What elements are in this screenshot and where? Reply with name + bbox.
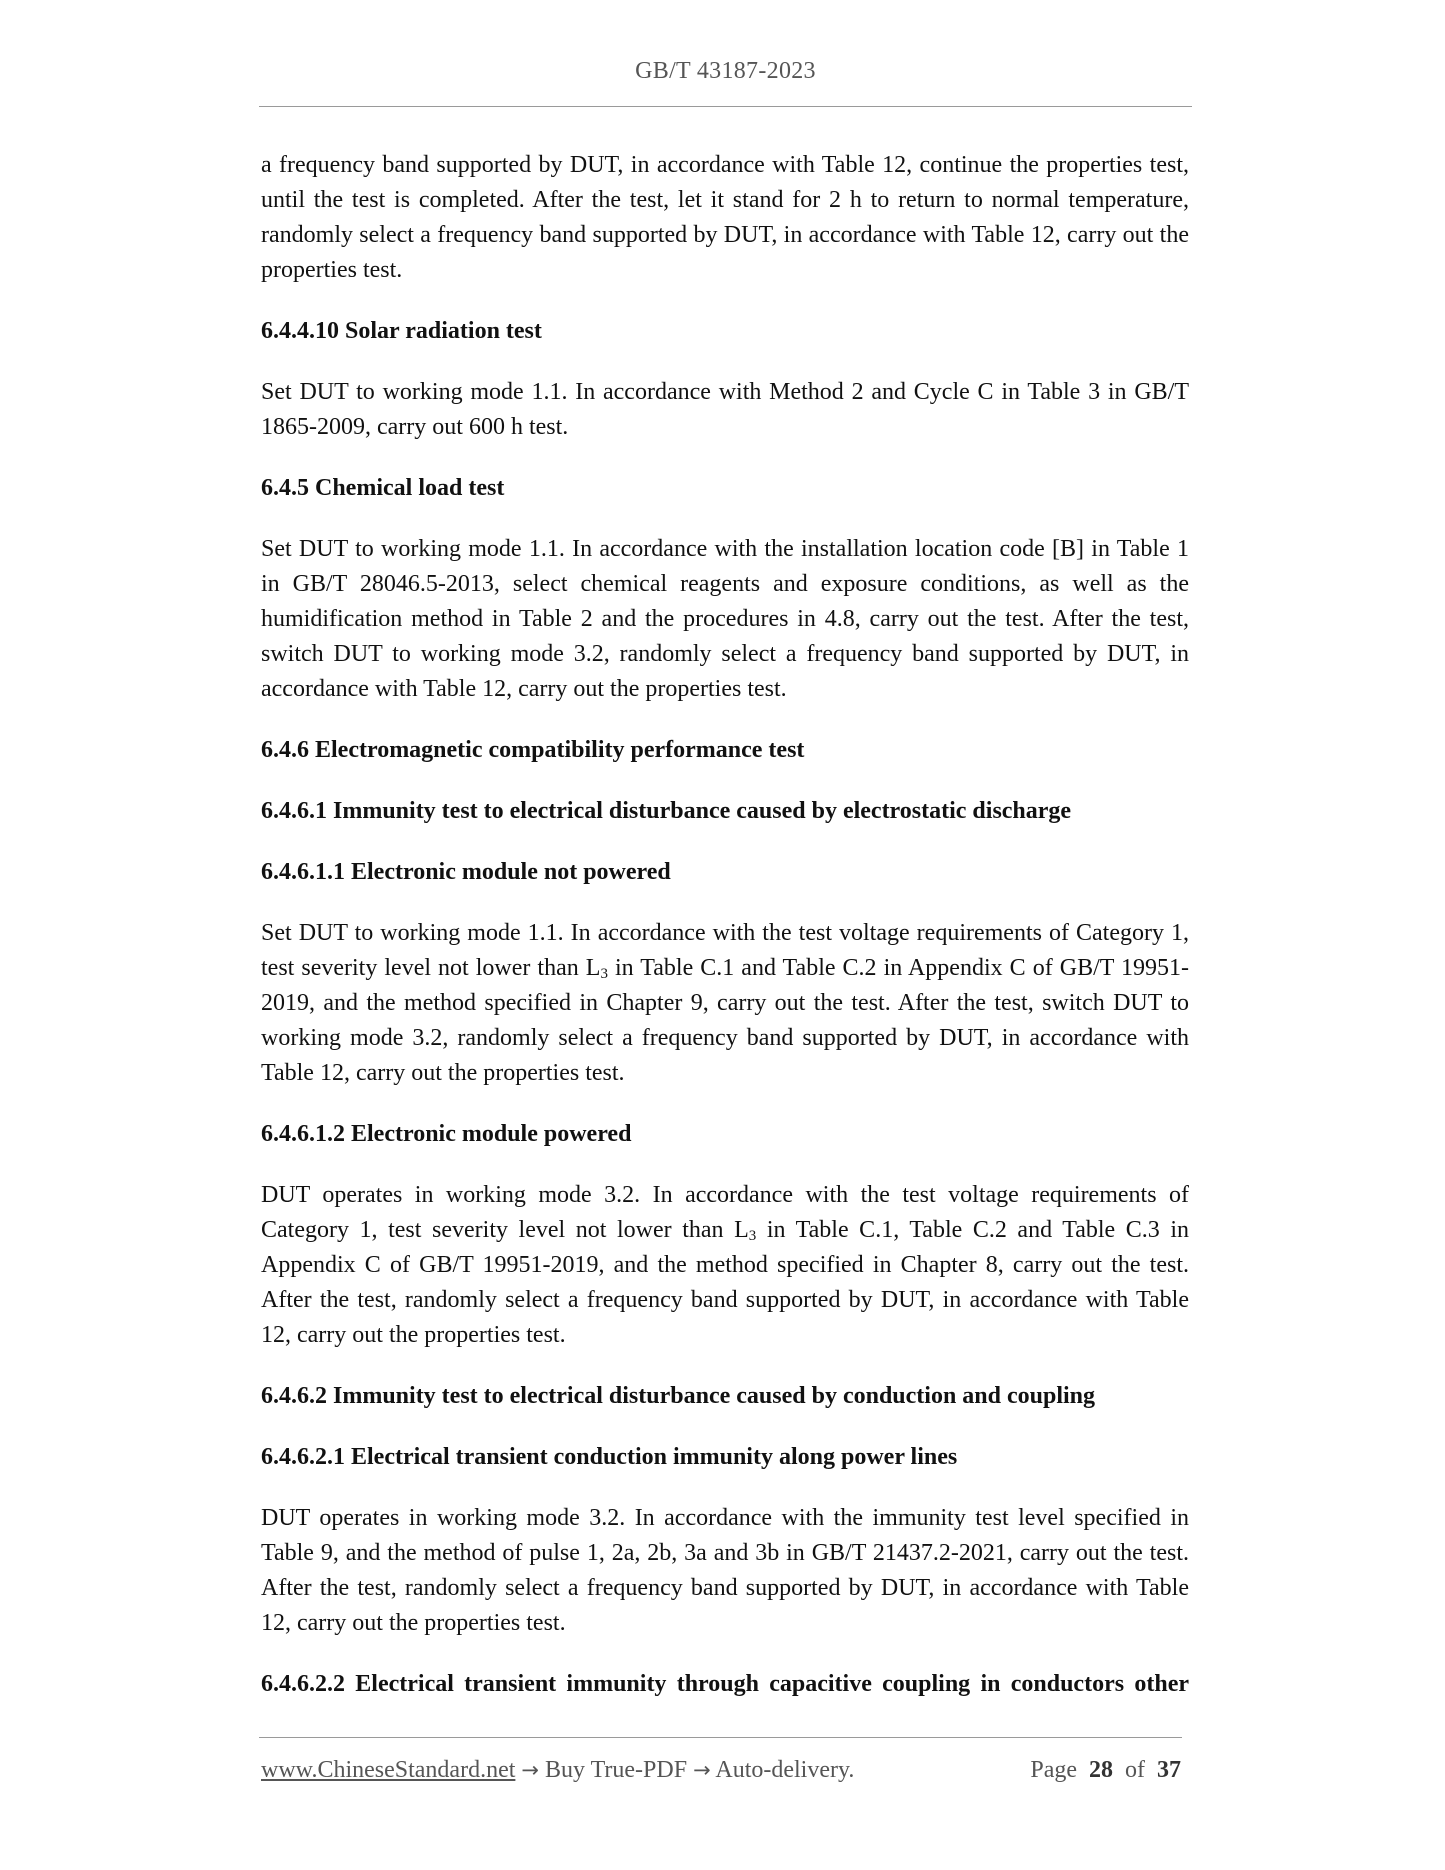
page-current: 28 [1089,1757,1113,1783]
header-divider [259,106,1192,107]
paragraph-text-part: DUT operates in working mode 3.2. In accordance with the test voltage requirements of Category 1, test severity level not lower than L [261,1182,1189,1243]
heading-6-4-6: 6.4.6 Electromagnetic compatibility performance test [261,737,805,763]
paragraph-text-part: in Table C.1, Table C.2 and Table C.3 in Appendix C of GB/T 19951-2019, and the method specified in Chapter 8, carry out the test. After the test, randomly select a frequency band supported by DUT, in accordance with Table 12, carry out the properties test. [261,1217,1189,1348]
page-label: Page [1030,1757,1077,1783]
paragraph-text-part: in Table C.1 and Table C.2 in Appendix C of GB/T 19951-2019, and the method specified in Chapter 9, carry out the test. After the test, switch DUT to working mode 3.2, randomly select a frequency band supported by DUT, in accordance with Table 12, carry out the properties test. [261,955,1189,1086]
website-link[interactable]: www.ChineseStandard.net [261,1757,516,1783]
heading-6-4-4-10: 6.4.4.10 Solar radiation test [261,318,542,344]
heading-6-4-6-2-1: 6.4.6.2.1 Electrical transient conduction immunity along power lines [261,1444,958,1470]
page-header-title: GB/T 43187-2023 [635,58,816,84]
heading-6-4-6-2-2: 6.4.6.2.2 Electrical transient immunity through capacitive coupling in conductors other [261,1671,1189,1697]
auto-delivery-text: Auto-delivery. [715,1757,855,1783]
document-body [261,148,1189,1728]
paragraph-text-part: Set DUT to working mode 1.1. In accordance with the test voltage requirements of Category 1, test severity level not lower than L [261,920,1189,981]
subscript: 3 [748,1228,757,1244]
right-arrow-icon: → [693,1758,711,1782]
heading-6-4-6-1-1: 6.4.6.1.1 Electronic module not powered [261,859,671,885]
footer-divider [259,1737,1182,1738]
subscript: 3 [600,966,608,982]
paragraph-module-not-powered [261,916,1189,1091]
footer-promo [261,1757,854,1784]
page-counter [1030,1757,1181,1784]
heading-6-4-6-1-2: 6.4.6.1.2 Electronic module powered [261,1121,632,1147]
paragraph-module-powered [261,1178,1189,1353]
heading-6-4-6-2: 6.4.6.2 Immunity test to electrical disturbance caused by conduction and coupling [261,1383,1096,1409]
right-arrow-icon: → [521,1758,539,1782]
of-label: of [1125,1757,1145,1783]
buy-true-pdf-text: Buy True-PDF [545,1757,688,1783]
paragraph-chemical-load: Set DUT to working mode 1.1. In accordance with the installation location code [B] in Table 1 in GB/T 28046.5-2013, select chemical reagents and exposure conditions, as well as the humidification method in Table 2 and the procedures in 4.8, carry out the test. After the test, switch DUT to working mode 3.2, randomly select a frequency band supported by DUT, in accordance with Table 12, carry out the properties test. [261,536,1189,702]
heading-6-4-6-1: 6.4.6.1 Immunity test to electrical disturbance caused by electrostatic discharge [261,798,1072,824]
heading-6-4-5: 6.4.5 Chemical load test [261,475,505,501]
paragraph-solar-radiation: Set DUT to working mode 1.1. In accordance with Method 2 and Cycle C in Table 3 in GB/T 1865-2009, carry out 600 h test. [261,379,1189,440]
paragraph-transient-conduction: DUT operates in working mode 3.2. In accordance with the immunity test level specified in Table 9, and the method of pulse 1, 2a, 2b, 3a and 3b in GB/T 21437.2-2021, carry out the test. After the test, randomly select a frequency band supported by DUT, in accordance with Table 12, carry out the properties test. [261,1505,1189,1636]
page-total: 37 [1157,1757,1181,1783]
paragraph-continuation: a frequency band supported by DUT, in accordance with Table 12, continue the properties test, until the test is completed. After the test, let it stand for 2 h to return to normal temperature, randomly select a frequency band supported by DUT, in accordance with Table 12, carry out the properties test. [261,152,1189,283]
